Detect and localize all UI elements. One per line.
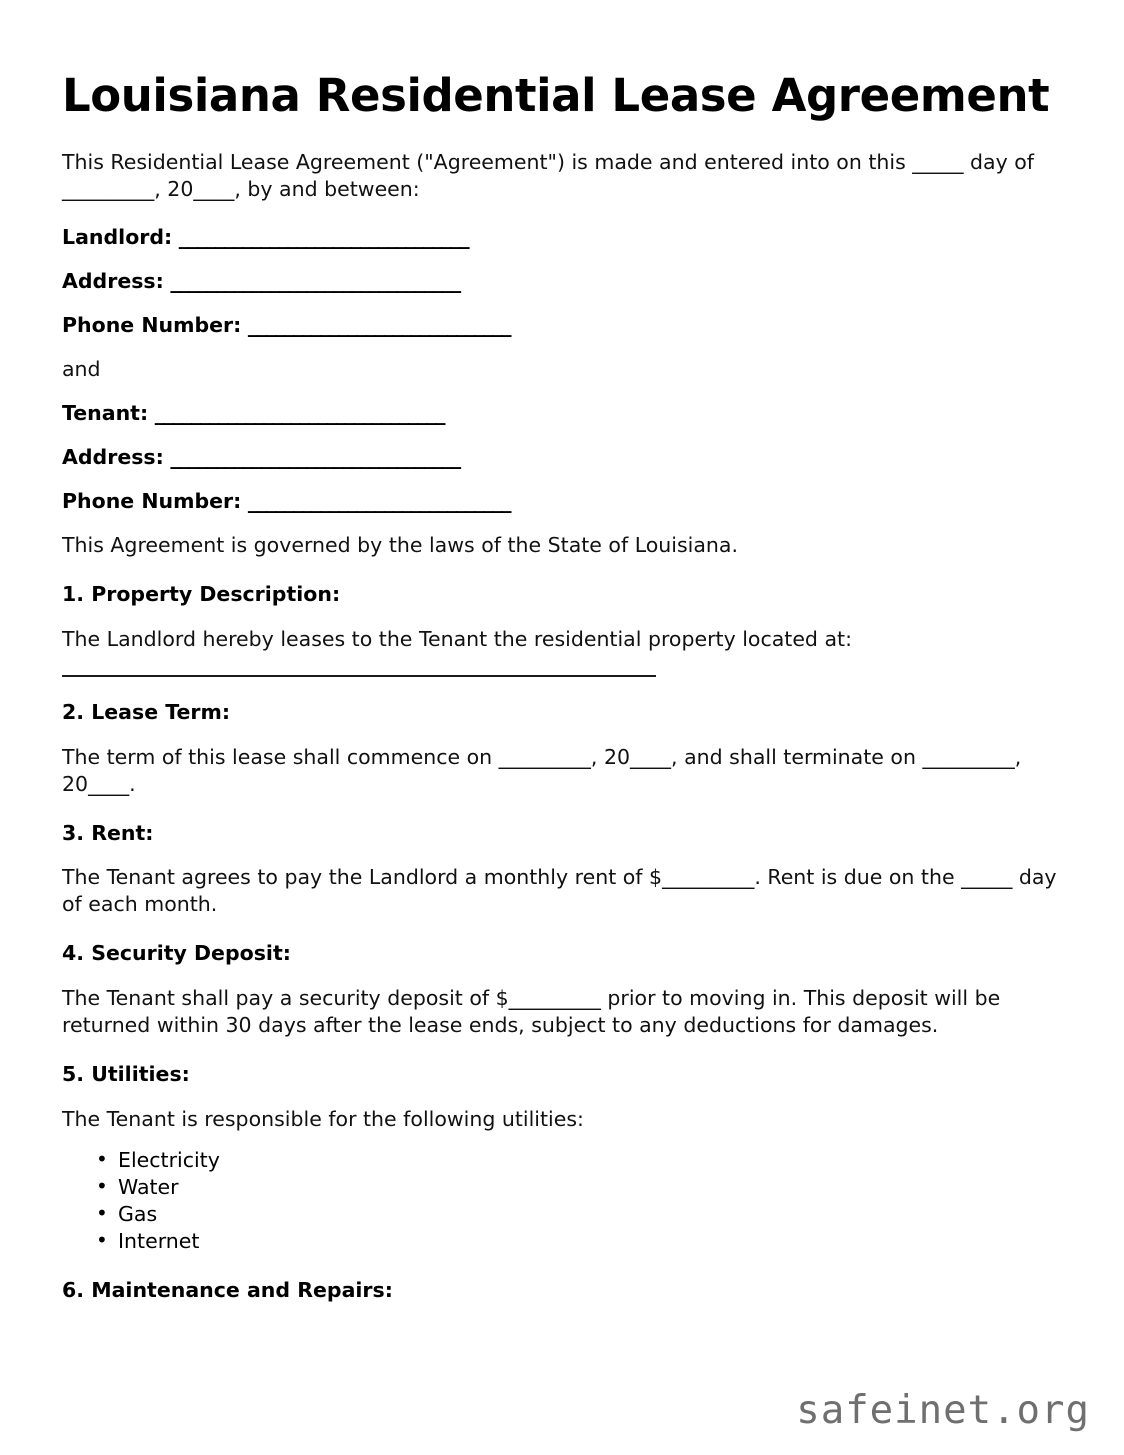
field-label: Phone Number: bbox=[62, 488, 242, 513]
spacer bbox=[62, 251, 1062, 269]
field-blank-line[interactable]: ________________________________ bbox=[170, 268, 460, 293]
governing-law-statement: This Agreement is governed by the laws of the State of Louisiana. bbox=[62, 533, 738, 558]
watermark: safeinet.org bbox=[796, 1388, 1090, 1433]
spacer bbox=[62, 653, 1062, 675]
spacer bbox=[62, 677, 1062, 699]
spacer bbox=[62, 119, 1062, 149]
field-blank-line[interactable]: _____________________________ bbox=[247, 488, 511, 513]
spacer bbox=[62, 798, 1062, 820]
spacer bbox=[62, 1039, 1062, 1061]
field-tenant-address bbox=[62, 445, 1062, 471]
list-item: • Internet bbox=[96, 1228, 1062, 1255]
section-body-utilities: The Tenant is responsible for the following utilities: bbox=[62, 1106, 584, 1131]
field-blank-line[interactable]: ________________________________ bbox=[170, 444, 460, 469]
spacer bbox=[62, 918, 1062, 940]
list-item: • Water bbox=[96, 1174, 1062, 1201]
list-item: • Electricity bbox=[96, 1147, 1062, 1174]
field-landlord-phone bbox=[62, 313, 1062, 339]
spacer bbox=[62, 1088, 1062, 1106]
field-tenant-phone bbox=[62, 489, 1062, 515]
section-body-security-deposit: The Tenant shall pay a security deposit of $_________ prior to moving in. This deposit will be returned within 30 days after the lease ends, subject to any deductions for damages. bbox=[62, 985, 1001, 1038]
spacer bbox=[62, 338, 1062, 356]
field-blank-line[interactable]: _____________________________ bbox=[247, 312, 511, 337]
section-heading-security-deposit: 4. Security Deposit: bbox=[62, 941, 291, 966]
field-label: Phone Number: bbox=[62, 312, 242, 337]
section-heading-property-description: 1. Property Description: bbox=[62, 582, 341, 607]
spacer bbox=[62, 967, 1062, 985]
section-heading-lease-term: 2. Lease Term: bbox=[62, 699, 231, 724]
list-item: • Gas bbox=[96, 1201, 1062, 1228]
spacer bbox=[62, 608, 1062, 626]
field-label: Tenant: bbox=[62, 401, 149, 426]
field-tenant-name bbox=[62, 401, 1062, 427]
parties-conjunction: and bbox=[62, 357, 101, 382]
spacer bbox=[62, 726, 1062, 744]
spacer bbox=[62, 846, 1062, 864]
field-label: Address: bbox=[62, 268, 164, 293]
section-body-property-description: The Landlord hereby leases to the Tenant the residential property located at: bbox=[62, 626, 852, 651]
section-body-rent: The Tenant agrees to pay the Landlord a monthly rent of $_________. Rent is due on the _____ day of each month. bbox=[62, 865, 1057, 917]
field-label: Landlord: bbox=[62, 225, 173, 250]
intro-paragraph: This Residential Lease Agreement ("Agreement") is made and entered into on this _____ day of _________, 20____, by and between: bbox=[62, 150, 1035, 202]
field-landlord-address bbox=[62, 269, 1062, 295]
section-heading-rent: 3. Rent: bbox=[62, 820, 154, 845]
spacer bbox=[62, 559, 1062, 581]
field-label: Address: bbox=[62, 444, 164, 469]
section-heading-utilities: 5. Utilities: bbox=[62, 1062, 190, 1087]
field-landlord-name bbox=[62, 225, 1062, 251]
section-body-lease-term: The term of this lease shall commence on _________, 20____, and shall terminate on _________, 20____. bbox=[62, 744, 1022, 796]
spacer bbox=[62, 383, 1062, 401]
page-title: Louisiana Residential Lease Agreement bbox=[62, 69, 1050, 122]
spacer bbox=[62, 427, 1062, 445]
spacer bbox=[62, 1255, 1062, 1277]
section-heading-maintenance: 6. Maintenance and Repairs: bbox=[62, 1277, 393, 1302]
utilities-list bbox=[62, 1147, 1062, 1255]
spacer bbox=[62, 514, 1062, 532]
spacer bbox=[62, 203, 1062, 225]
spacer bbox=[62, 295, 1062, 313]
spacer bbox=[62, 1133, 1062, 1147]
field-blank-line[interactable]: ________________________________ bbox=[178, 225, 469, 250]
spacer bbox=[62, 471, 1062, 489]
field-blank-line[interactable]: ________________________________ bbox=[154, 401, 445, 426]
